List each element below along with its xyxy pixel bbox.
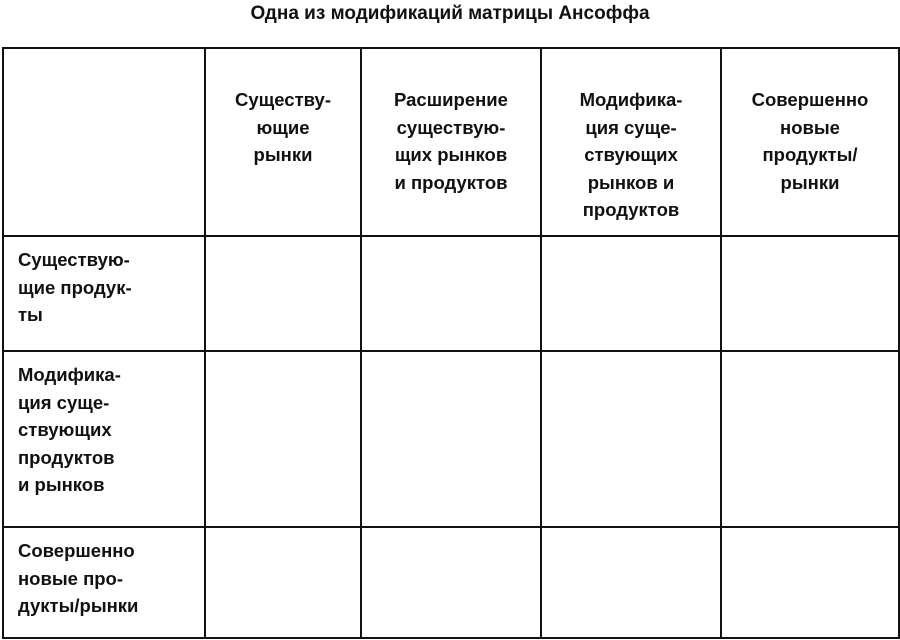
matrix-cell bbox=[361, 351, 541, 527]
header-row bbox=[3, 48, 899, 236]
matrix-cell bbox=[721, 351, 899, 527]
matrix-title: Одна из модификаций матрицы Ансоффа bbox=[250, 3, 650, 24]
matrix-cell bbox=[205, 351, 361, 527]
matrix-cell bbox=[541, 236, 721, 351]
row-header-line: ция суще- bbox=[18, 391, 110, 413]
row-header-modification bbox=[3, 351, 205, 527]
row-header-line: ты bbox=[18, 304, 43, 325]
row-header-line: продуктов bbox=[18, 446, 115, 468]
column-header-line: Совершенно bbox=[751, 89, 869, 110]
column-header-line: ция суще- bbox=[585, 116, 677, 138]
column-header-line: и продуктов bbox=[394, 171, 508, 193]
column-header-line: Существу- bbox=[234, 89, 331, 110]
column-header-modification bbox=[541, 48, 721, 236]
matrix-cell bbox=[361, 236, 541, 351]
column-header-completely-new bbox=[721, 48, 899, 236]
matrix-cell bbox=[721, 527, 899, 638]
column-header-line: ющие bbox=[256, 116, 310, 138]
corner-cell bbox=[3, 48, 205, 236]
row-header-existing-products bbox=[3, 236, 205, 351]
column-header-line: Расширение bbox=[394, 89, 508, 110]
column-header-existing-markets bbox=[205, 48, 361, 236]
column-header-line: Модифика- bbox=[579, 89, 683, 110]
row-header-line: новые про- bbox=[18, 567, 124, 589]
row-header-line: дукты/рынки bbox=[18, 595, 139, 616]
column-header-line: продукты/ bbox=[762, 144, 858, 165]
row-header-line: Существую- bbox=[18, 249, 130, 270]
row-header-line: и рынков bbox=[18, 474, 105, 495]
row-header-line: щие продук- bbox=[18, 276, 132, 298]
matrix-cell bbox=[205, 236, 361, 351]
matrix-cell bbox=[205, 527, 361, 638]
column-header-expansion bbox=[361, 48, 541, 236]
column-header-line: ствующих bbox=[584, 144, 678, 165]
column-header-line: новые bbox=[780, 116, 840, 138]
column-header-line: щих рынков bbox=[394, 144, 508, 165]
matrix-cell bbox=[541, 351, 721, 527]
row-header-line: Совершенно bbox=[18, 540, 135, 561]
table-row bbox=[3, 527, 899, 638]
column-header-line: существую- bbox=[396, 116, 506, 138]
row-header-line: ствующих bbox=[18, 419, 112, 440]
column-header-line: рынки bbox=[253, 144, 313, 165]
matrix-cell bbox=[541, 527, 721, 638]
row-header-line: Модифика- bbox=[18, 364, 121, 385]
ansoff-matrix-table bbox=[2, 47, 900, 639]
table-row bbox=[3, 236, 899, 351]
row-header-completely-new bbox=[3, 527, 205, 638]
matrix-cell bbox=[361, 527, 541, 638]
column-header-line: продуктов bbox=[582, 199, 680, 220]
column-header-line: рынков и bbox=[587, 171, 675, 193]
column-header-line: рынки bbox=[780, 171, 840, 193]
table-row bbox=[3, 351, 899, 527]
matrix-cell bbox=[721, 236, 899, 351]
